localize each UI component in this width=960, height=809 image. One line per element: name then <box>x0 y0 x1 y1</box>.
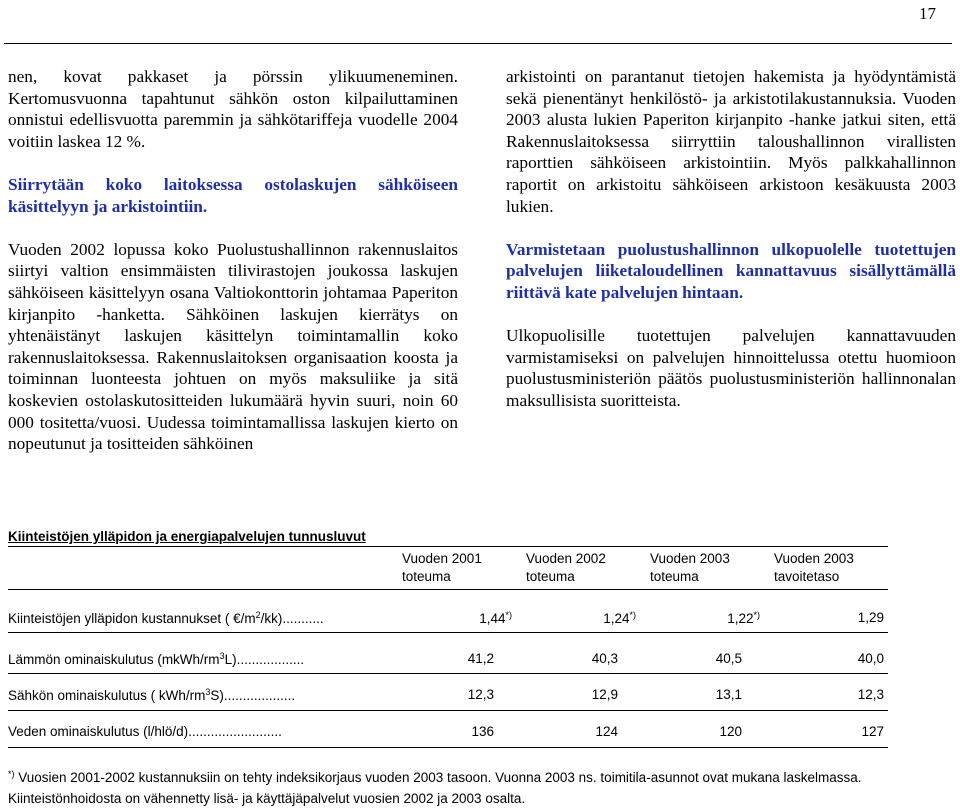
row-divider <box>8 747 888 748</box>
cell-2002: 1,24*) <box>603 610 636 626</box>
left-paragraph-2: Vuoden 2002 lopussa koko Puolustushallinnon rakennuslaitos siirtyi valtion ensimmäisten tilivirastojen joukossa laskujen sähköiseen käsittelyyn osana Valtiokonttorin johtamaa Paperiton kirjanpito -hanketta. Sähköinen laskujen kierrätys on yhtenäistänyt laskujen käsittelyn toimintamallin koko rakennuslaitoksessa. Rakennuslaitoksen organisaation koosta ja toiminnan luonteesta johtuen on myös maksuliike ja sitä koskevien ostolaskutositteiden lukumäärä hyvin suuri, noin 60 000 tositetta/vuosi. Uudessa toimintamallissa laskujen kierto on nopeutunut ja tositteiden sähköinen <box>8 239 458 454</box>
cell-2001: 12,3 <box>467 687 494 702</box>
table-title-rule <box>8 546 888 547</box>
table-row-electricity-consumption <box>8 687 888 707</box>
column-header-2003-actual <box>650 550 730 586</box>
table-row-water-consumption <box>8 724 888 744</box>
footnote-marker: *) <box>8 769 15 779</box>
column-header-line2: tavoitetaso <box>774 569 840 584</box>
cell-2002: 40,3 <box>591 651 618 666</box>
column-header-2001-actual <box>402 550 482 586</box>
row-label: Sähkön ominaiskulutus ( kWh/$rm^3S$)................... <box>8 687 296 703</box>
row-divider <box>8 710 888 711</box>
row-label: Lämmön ominaiskulutus $(mkWh/rm^3L)$.................. <box>8 651 305 667</box>
column-header-line2: toteuma <box>402 569 451 584</box>
right-column <box>506 66 956 412</box>
column-header-line1: Vuoden 2003 <box>650 551 730 566</box>
cell-2003: 120 <box>719 724 742 739</box>
row-label: Veden ominaiskulutus (l/hlö/d)......................... <box>8 724 282 739</box>
table-row-maintenance-costs <box>8 610 888 630</box>
right-section-heading: Varmistetaan puolustushallinnon ulkopuolelle tuotettujen palvelujen liiketaloudellinen kannattavuus sisällyttämällä riittävä kate palvelujen hintaan. <box>506 239 956 302</box>
cell-2003: 1,22*) <box>727 610 760 626</box>
column-header-2002-actual <box>526 550 606 586</box>
table-title: Kiinteistöjen ylläpidon ja energiapalvelujen tunnusluvut <box>8 529 366 544</box>
right-paragraph-2: Ulkopuolisille tuotettujen palvelujen kannattavuuden varmistamiseksi on palvelujen hinnoittelussa otettu huomioon puolustusministeriön päätös puolustusministeriön hallinnonalan maksullisista suoritteista. <box>506 326 956 410</box>
cell-2002: 12,9 <box>591 687 618 702</box>
column-header-line2: toteuma <box>650 569 699 584</box>
page-number: 17 <box>919 4 936 23</box>
cell-2001: 1,44*) <box>479 610 512 626</box>
left-column <box>8 66 458 455</box>
footnote-text: Vuosien 2001-2002 kustannuksiin on tehty indeksikorjaus vuoden 2003 tasoon. Vuonna 2003 ns. toimitila-asunnot ovat mukana laskelmassa. Kiinteistönhoidosta on vähennetty lisä- ja käyttäjäpalvelut vuosien 2002 ja 2003 osalta. <box>8 770 862 806</box>
table-header-rule <box>8 589 888 590</box>
cell-2003: 40,5 <box>715 651 742 666</box>
table-row-heat-consumption <box>8 651 888 671</box>
header-divider <box>4 43 952 44</box>
left-paragraph-1: nen, kovat pakkaset ja pörssin ylikuumeneminen. Kertomusvuonna tapahtunut sähkön oston kilpailuttaminen onnistui edellisvuotta paremmin ja sähkötariffeja vuodelle 2004 voitiin laskea 12 %. <box>8 67 458 151</box>
column-header-line1: Vuoden 2003 <box>774 551 854 566</box>
column-header-line1: Vuoden 2001 <box>402 551 482 566</box>
cell-2003-target: 127 <box>861 724 884 739</box>
table-footnote <box>8 764 908 809</box>
column-header-line2: toteuma <box>526 569 575 584</box>
row-divider <box>8 632 888 633</box>
row-divider <box>8 673 888 674</box>
cell-2001: 136 <box>471 724 494 739</box>
cell-2003-target: 12,3 <box>857 687 884 702</box>
right-paragraph-1: arkistointi on parantanut tietojen hakemista ja hyödyntämistä sekä pienentänyt henkilöstö- ja arkistotilakustannuksia. Vuoden 2003 alusta lukien Paperiton kirjanpito -hanke jatkui siten, että Rakennuslaitoksessa siirryttiin taloushallinnon virallisten raporttien sähköiseen arkistointiin. Myös palkkahallinnon raportit on arkistoitu sähköiseen arkistoon kesäkuusta 2003 lukien. <box>506 67 956 216</box>
column-header-line1: Vuoden 2002 <box>526 551 606 566</box>
cell-2001: 41,2 <box>467 651 494 666</box>
indicator-table <box>8 528 888 739</box>
cell-2003: 13,1 <box>715 687 742 702</box>
cell-2003-target: 40,0 <box>857 651 884 666</box>
row-label: Kiinteistöjen ylläpidon kustannukset ( $€/m^2/kk$)........... <box>8 610 324 626</box>
left-section-heading: Siirrytään koko laitoksessa ostolaskujen sähköiseen käsittelyyn ja arkistointiin. <box>8 174 458 216</box>
cell-2003-target: 1,29 <box>857 610 884 625</box>
cell-2002: 124 <box>595 724 618 739</box>
column-header-2003-target <box>774 550 854 586</box>
